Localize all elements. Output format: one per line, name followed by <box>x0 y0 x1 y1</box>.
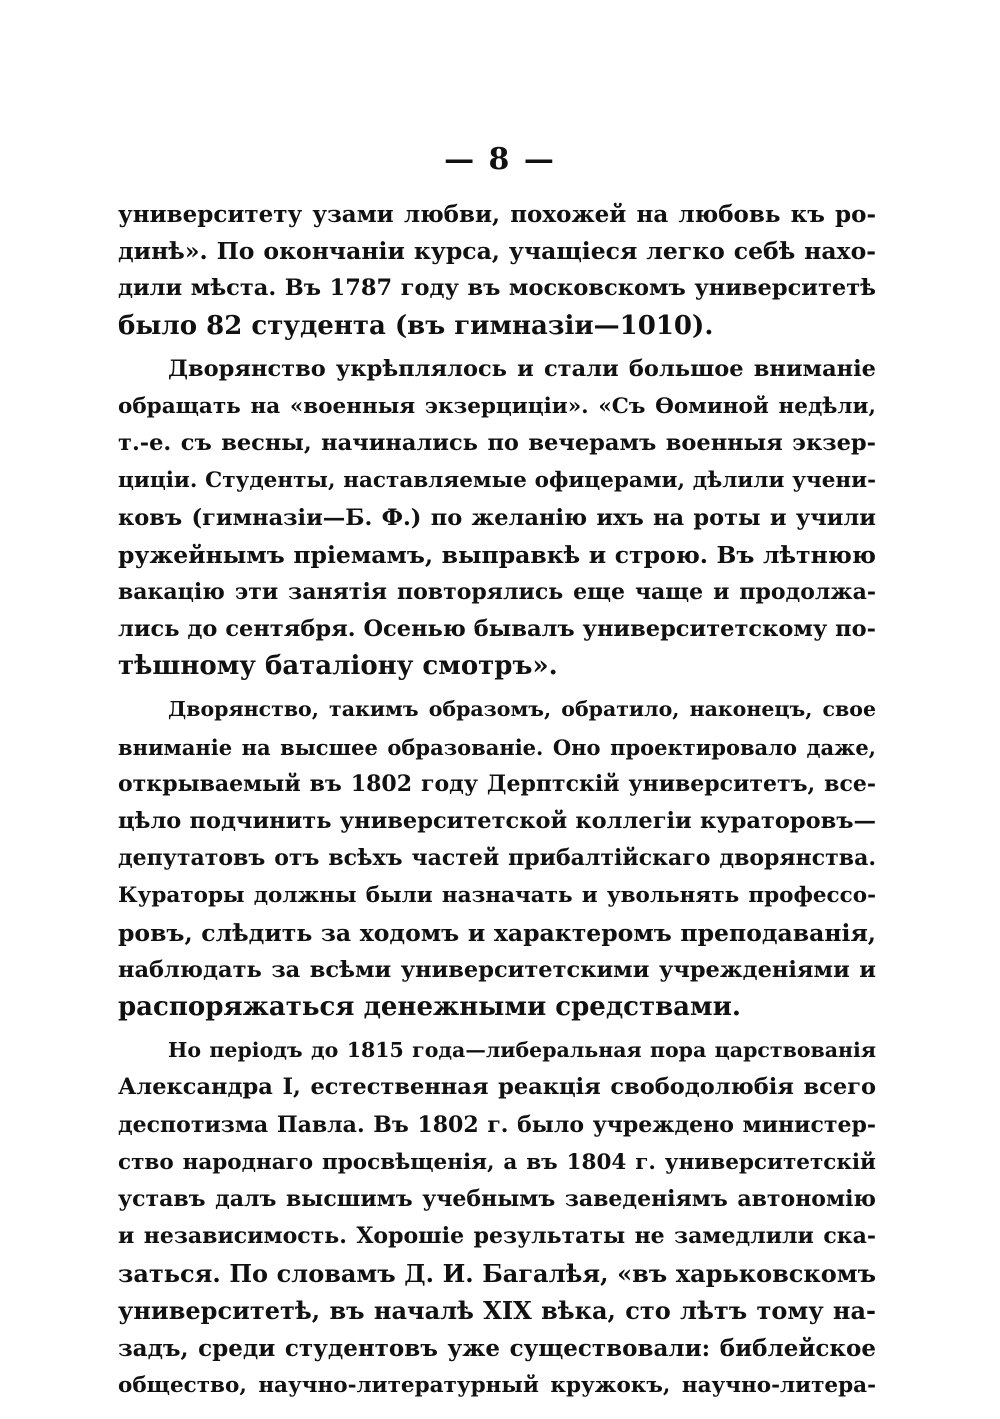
paragraph-4 <box>118 1032 876 1404</box>
text-line: ружейнымъ пріемамъ, выправкѣ и строю. Въ лѣтнюю <box>118 540 876 569</box>
text-line: задъ, среди студентовъ уже существовали: библейское <box>118 1334 876 1362</box>
text-line: Но періодъ до 1815 года—либеральная пора царствованія <box>168 1038 876 1063</box>
text-line: обращать на «военныя экзерциціи». «Съ Ѳоминой недѣли, <box>118 393 876 419</box>
page-number: — 8 — <box>444 142 556 177</box>
text-line: ство народнаго просвѣщенія, а въ 1804 г. университетскій <box>118 1149 876 1175</box>
text-line: тѣшному баталіону смотръ». <box>118 651 558 682</box>
text-line: вниманіе на высшее образованіе. Оно проектировало даже, <box>118 734 876 760</box>
text-line: т.-е. съ весны, начинались по вечерамъ военныя экзер- <box>118 430 876 457</box>
text-line: деспотизма Павла. Въ 1802 г. было учреждено министер- <box>118 1111 876 1138</box>
text-line: университету узами любви, похожей на любовь къ ро- <box>118 201 876 228</box>
paragraph-2 <box>118 351 876 686</box>
body-text <box>118 196 876 1404</box>
paragraph-3 <box>118 691 876 1026</box>
text-line: лись до сентября. Осенью бывалъ университетскому по- <box>118 616 876 643</box>
text-line: университетѣ, въ началѣ XIX вѣка, сто лѣтъ тому на- <box>118 1296 876 1326</box>
text-line: ровъ, слѣдить за ходомъ и характеромъ преподаванія, <box>118 918 876 947</box>
paragraph-1 <box>118 196 876 345</box>
text-line: вакацію эти занятія повторялись еще чаще и продолжа- <box>118 578 876 605</box>
text-line: ковъ (гимназіи—Б. Ф.) по желанію ихъ на роты и учили <box>118 504 876 531</box>
text-line: и независимость. Хорошіе результаты не замедлили ска- <box>118 1223 876 1250</box>
text-line: открываемый въ 1802 году Дерптскій университетъ, все- <box>118 770 876 797</box>
text-line: Дворянство, такимъ образомъ, обратило, наконецъ, свое <box>168 697 876 722</box>
text-line: динѣ». По окончаніи курса, учащіеся легко себѣ нахо- <box>118 237 876 266</box>
text-line: Александра I, естественная реакція свободолюбія всего <box>118 1074 876 1101</box>
text-line: наблюдать за всѣми университетскими учрежденіями и <box>118 956 876 983</box>
text-line: дили мѣста. Въ 1787 году въ московскомъ университетѣ <box>118 275 876 302</box>
text-line: циціи. Студенты, наставляемые офицерами, дѣлили учени- <box>118 468 876 494</box>
text-line: депутатовъ отъ всѣхъ частей прибалтійскаго дворянства. <box>118 845 876 872</box>
text-line: распоряжаться денежными средствами. <box>118 991 741 1022</box>
text-line: общество, научно-литературный кружокъ, научно-литера- <box>118 1372 876 1398</box>
text-line: Дворянство укрѣплялось и стали большое вниманіе <box>168 355 876 382</box>
text-line: уставъ далъ высшимъ учебнымъ заведеніямъ автономію <box>118 1185 876 1212</box>
text-line: было 82 студента (въ гимназіи—1010). <box>118 310 714 341</box>
text-line: цѣло подчинить университетской коллегіи кураторовъ— <box>118 808 876 834</box>
text-line: заться. По словамъ Д. И. Багалѣя, «въ харьковскомъ <box>118 1259 876 1289</box>
text-line: Кураторы должны были назначать и увольнять профессо- <box>118 883 876 909</box>
